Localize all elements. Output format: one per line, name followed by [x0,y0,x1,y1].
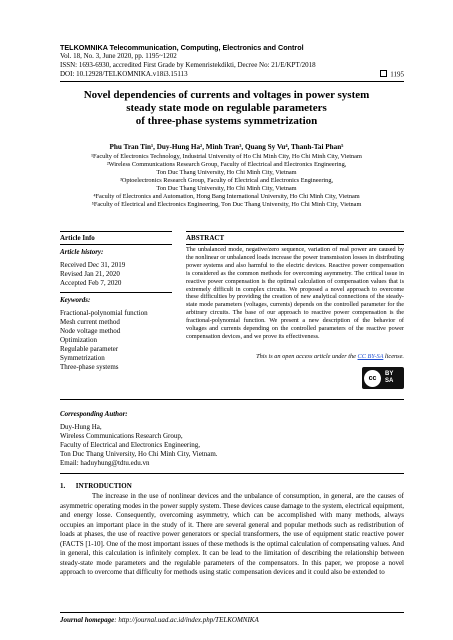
journal-issn: ISSN: 1693-6930, accredited First Grade by Kemenristekdikti, Decree No: 21/E/KPT/2018 [60,61,316,69]
affiliation-line: Ton Duc Thang University, Ho Chi Minh City, Vietnam [156,169,297,176]
journal-name: TELKOMNIKA Telecommunication, Computing, Electronics and Control [60,43,304,52]
history-item: Revised Jan 21, 2020 [60,270,120,278]
license-prefix: This is an open access article under the [256,353,358,360]
corresponding-rule-bottom [60,473,404,474]
article-history-label: Article history: [60,248,104,256]
keywords-rule [60,292,172,293]
keywords-label: Keywords: [60,296,91,304]
cc-by-sa-badge[interactable] [362,367,404,389]
history-item: Received Dec 31, 2019 [60,261,126,269]
keyword-list [60,309,148,372]
affiliation-line: ³Optoelectronics Research Group, Faculty of Electrical and Electronics Engineering, [119,177,334,184]
corresponding-rule-top [60,399,404,400]
journal-homepage [60,616,259,624]
paper-title [40,89,413,128]
affiliation-line: Ton Duc Thang University, Ho Chi Minh City, Vietnam [156,185,297,192]
affiliation-line: ⁴Faculty of Electronics and Automation, Hong Bang International University, Ho Chi Minh City, Vietnam [93,193,360,200]
introduction-heading: 1. INTRODUCTION [60,482,132,490]
title-line: steady state mode on regulable parameters [126,102,327,114]
keyword-item: Symmetrization [60,354,105,362]
page-number: 1195 [390,70,404,79]
keyword-item: Regulable parameter [60,345,119,353]
article-info-rule [60,244,172,245]
corresponding-details [60,423,218,468]
keyword-item: Three-phase systems [60,363,119,371]
corresponding-email: Email: haduyhung@tdtu.edu.vn [60,459,150,467]
journal-volume: Vol. 18, No. 3, June 2020, pp. 1195~1202 [60,52,177,60]
abstract-heading: ABSTRACT [186,234,225,242]
license-terms [385,371,393,385]
abstract-rule-top [186,231,404,232]
creative-commons-icon: cc [364,370,381,387]
article-info-rule-top [60,231,172,232]
keyword-item: Fractional-polynomial function [60,309,148,317]
corresponding-heading: Corresponding Author: [60,410,128,418]
corresponding-line: Duy-Hung Ha, [60,423,102,431]
footer-rule [60,612,404,613]
affiliation-line: ¹Faculty of Electronics Technology, Industrial University of Ho Chi Minh City, Ho Chi Minh City, Vietnam [91,153,362,160]
header-divider [60,81,404,82]
license-suffix: license. [383,353,404,360]
keyword-item: Optimization [60,336,97,344]
corresponding-line: Wireless Communications Research Group, [60,432,183,440]
journal-header [60,43,404,79]
abstract-rule [186,244,404,245]
title-line: of three-phase systems symmetrization [135,115,318,127]
history-item: Accepted Feb 7, 2020 [60,279,122,287]
sa-label: SA [385,378,394,384]
journal-doi: DOI: 10.12928/TELKOMNIKA.v18i3.15113 [60,70,188,78]
license-note [186,353,404,360]
square-icon [380,70,387,77]
homepage-label: Journal homepage [60,616,115,624]
author-list: Phu Tran Tin¹, Duy-Hung Ha², Minh Tran³, Quang Sy Vu⁴, Thanh-Tai Phan⁵ [109,143,344,151]
article-history [60,261,125,288]
article-info-heading: Article Info [60,234,95,242]
affiliations [40,153,413,209]
introduction-text: The increase in the use of nonlinear devices and the unbalance of consumption, in general, are the causes of asymmetric operating modes in the power supply system. These devices cause damage to the system, electrical equipment, and energy losse. Consequently, overcoming asymmetry, which can be accomplished with many methods, always occupies an important place in the study of it. There are several general and popular methods such as redistribution of loads at phases, the use of reactive power generators or special transformers, the use of equipment static reactive power (FACTS [1-10]. One of the most important issues of these methods is the optimal calculation of compensating values. And in general, this calculation is infinitely complex. It can be lead to the limitation of describing the relationship between steady-state mode parameters and the regulable parameters of the compensators. In this paper, we propose a novel approach to overcome that difficulty for methods using static compensation devices and it could also be extended to [60,492,404,576]
keyword-item: Mesh current method [60,318,120,326]
keyword-item: Node voltage method [60,327,121,335]
license-link[interactable]: CC BY-SA [357,353,384,360]
corresponding-line: Ton Duc Thang University, Ho Chi Minh City, Vietnam. [60,450,218,458]
title-line: Novel dependencies of currents and voltages in power system [83,89,370,101]
homepage-url[interactable]: : http://journal.uad.ac.id/index.php/TELKOMNIKA [114,616,259,624]
by-label: BY [385,371,394,377]
page-number-block [380,70,404,80]
affiliation-line: ⁵Faculty of Electrical and Electronics Engineering, Ton Duc Thang University, Ho Chi Minh City, Vietnam [91,201,362,208]
corresponding-line: Faculty of Electrical and Electronics Engineering, [60,441,200,449]
affiliation-line: ²Wireless Communications Research Group, Faculty of Electrical and Electronics Engineering, [106,161,347,168]
abstract-text: The unbalanced mode, negative/zero sequence, variation of real power are caused by the nonlinear or unbalanced loads increase the power transmission losses in distributing power systems and also harmful to the electric devices. Reactive power compensation is considered as the common methods for overcoming asymmetry. The critical issue in reactive power compensation is the optimal calculation of compensation values that is extremely difficult in complex circuits. We proposed a novel approach to overcome these difficulties by providing the creation of new analytical connections of the steady-state mode parameters (voltages, currents) depends on the controlled parameter for the arbitrary circuits. The base of our approach to reactive power compensation is the fractional-polynomial function. We present a new description of the behavior of voltages and currents depending on the controlled parameters of the reactive power compensation devices, and we prove its effectiveness. [186,246,404,340]
